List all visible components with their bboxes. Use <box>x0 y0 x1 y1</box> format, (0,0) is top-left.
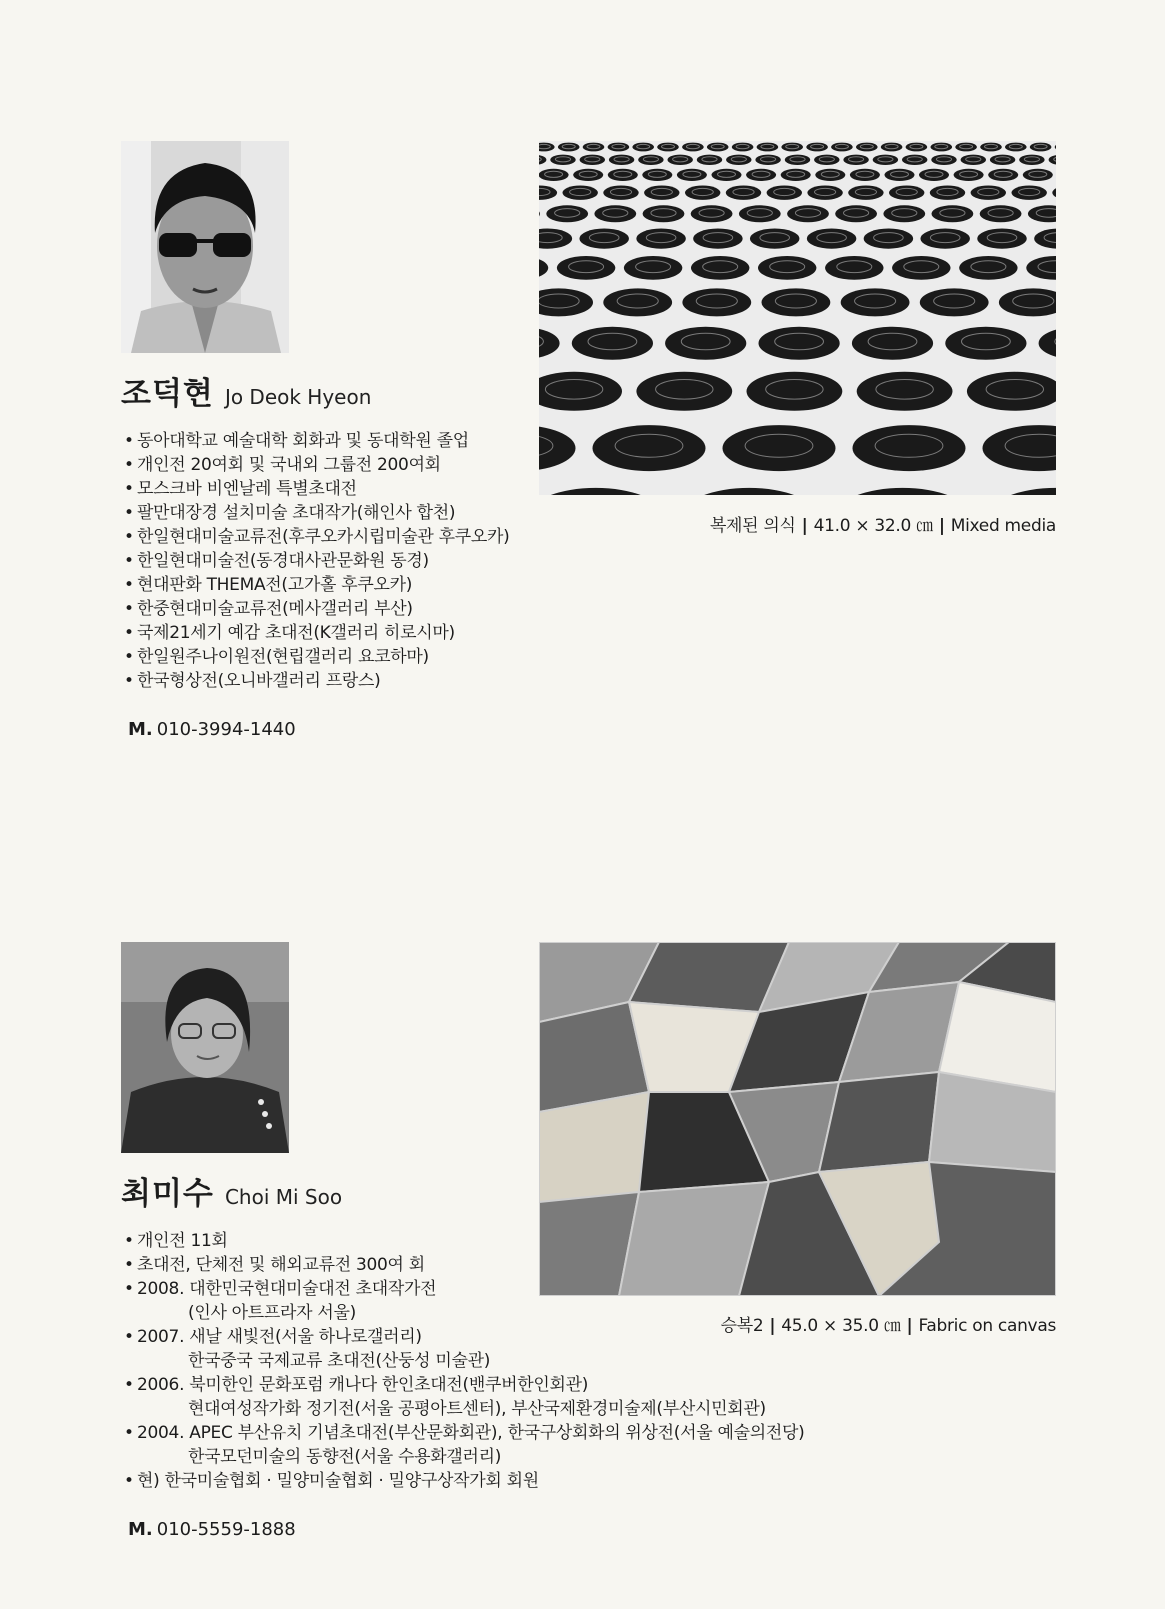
stone-shape <box>726 186 761 200</box>
stone-shape <box>787 205 829 222</box>
artist-name-english: Choi Mi Soo <box>224 1185 343 1209</box>
bullet-icon: • <box>124 599 134 619</box>
bio-item: • 한중현대미술교류전(메사갤러리 부산) <box>124 599 413 619</box>
mobile-number <box>128 719 296 740</box>
bio-item: • 한일원주나이원전(현립갤러리 요코하마) <box>124 647 429 667</box>
stone-shape <box>697 155 722 165</box>
stone-shape <box>931 155 956 165</box>
stone-shape <box>930 186 965 200</box>
stone-shape <box>857 372 953 411</box>
bio-item: • 2004. APEC 부산유치 기념초대전(부산문화회관), 한국구상회화의 위상전(서울 예술의전당) 한국모던미술의 동향전(서울 수용화갤러리) <box>124 1423 805 1467</box>
stone-shape <box>747 372 843 411</box>
stone-shape <box>932 205 974 222</box>
stone-shape <box>781 169 811 181</box>
stone-shape <box>853 425 966 471</box>
stone-shape <box>665 327 746 360</box>
stone-shape <box>815 169 845 181</box>
bio-item: • 2007. 새날 새빛전(서울 하나로갤러리) 한국중국 국제교류 초대전(산둥성 미술관) <box>124 1327 491 1371</box>
artist-section-jo-deok-hyeon <box>0 0 1165 800</box>
bullet-icon: • <box>124 1255 134 1275</box>
bullet-icon: • <box>124 527 134 547</box>
bullet-icon: • <box>124 479 134 499</box>
stone-shape <box>843 155 868 165</box>
artist-portrait-photo <box>121 141 289 353</box>
stone-shape <box>677 169 707 181</box>
bio-item: • 한일현대미술교류전(후쿠오카시립미술관 후쿠오카) <box>124 527 510 547</box>
stone-shape <box>945 327 1026 360</box>
stone-shape <box>885 169 915 181</box>
stone-shape <box>977 229 1026 249</box>
caption-separator: | <box>906 1316 913 1336</box>
stone-shape <box>739 205 781 222</box>
stone-shape <box>609 155 634 165</box>
stone-shape <box>1012 186 1047 200</box>
stone-shape <box>693 229 742 249</box>
bio-item: • 국제21세기 예감 초대전(K갤러리 히로시마) <box>124 623 455 643</box>
bullet-icon: • <box>124 431 134 451</box>
stone-shape <box>841 288 910 316</box>
stone-shape <box>573 169 603 181</box>
stone-shape <box>723 425 836 471</box>
mobile-label: M. <box>128 1519 153 1540</box>
stone-shape <box>691 256 749 280</box>
bullet-icon: • <box>124 1375 134 1395</box>
artwork-medium: Mixed media <box>950 516 1056 536</box>
bio-item: • 한일현대미술전(동경대사관문화원 동경) <box>124 551 429 571</box>
stone-shape <box>603 186 638 200</box>
mobile-value: 010-3994-1440 <box>156 719 296 740</box>
stone-shape <box>971 186 1006 200</box>
artwork-caption <box>721 1311 1056 1336</box>
stone-shape <box>835 205 877 222</box>
stone-shape <box>919 169 949 181</box>
stone-shape <box>954 169 984 181</box>
artist-name-korean: 조덕현 <box>121 376 214 412</box>
stone-shape <box>759 327 840 360</box>
artwork-title: 승복2 <box>720 1316 764 1336</box>
stone-shape <box>873 155 898 165</box>
stone-shape <box>682 288 751 316</box>
stone-shape <box>668 155 693 165</box>
stone-shape <box>848 186 883 200</box>
stone-shape <box>624 256 682 280</box>
stone-shape <box>988 169 1018 181</box>
artwork-image <box>539 942 1056 1296</box>
stone-shape <box>563 186 598 200</box>
stone-shape <box>807 186 842 200</box>
stone-shape <box>685 186 720 200</box>
artwork-image <box>539 141 1056 495</box>
stone-shape <box>608 169 638 181</box>
artist-name-korean: 최미수 <box>121 1176 214 1212</box>
artwork-title: 복제된 의식 <box>709 516 796 536</box>
bullet-icon: • <box>124 1279 134 1299</box>
stone-shape <box>902 155 927 165</box>
stone-shape <box>750 229 799 249</box>
artwork-painting <box>539 141 1056 495</box>
bullet-icon: • <box>124 623 134 643</box>
artist-section-choi-mi-soo <box>0 800 1165 1609</box>
bullet-icon: • <box>124 1327 134 1347</box>
bullet-icon: • <box>124 551 134 571</box>
bio-item: • 한국형상전(오니바갤러리 프랑스) <box>124 671 381 691</box>
bio-item: • 현대판화 THEMA전(고가홀 후쿠오카) <box>124 575 413 595</box>
stone-shape <box>638 155 663 165</box>
mobile-label: M. <box>128 719 153 740</box>
stone-shape <box>921 229 970 249</box>
artist-portrait-photo <box>121 942 289 1153</box>
artist-name-english: Jo Deok Hyeon <box>224 385 372 409</box>
stone-shape <box>889 186 924 200</box>
bullet-icon: • <box>124 455 134 475</box>
stone-shape <box>546 205 588 222</box>
stone-shape <box>785 155 810 165</box>
stone-shape <box>1023 169 1053 181</box>
bullet-icon: • <box>124 1423 134 1443</box>
artwork-size: 45.0 × 35.0 ㎝ <box>781 1316 901 1336</box>
stone-shape <box>1019 155 1044 165</box>
portrait-image <box>121 942 289 1153</box>
artwork-caption <box>710 511 1056 536</box>
stone-shape <box>580 155 605 165</box>
caption-separator: | <box>938 516 945 536</box>
bullet-icon: • <box>124 671 134 691</box>
stone-shape <box>767 186 802 200</box>
stone-shape <box>557 256 615 280</box>
stone-shape <box>758 256 816 280</box>
bio-item: • 개인전 11회 <box>124 1231 228 1251</box>
mobile-value: 010-5559-1888 <box>156 1519 296 1540</box>
artist-bio-list <box>124 429 509 693</box>
stone-shape <box>642 169 672 181</box>
bio-item: • 개인전 20여회 및 국내외 그룹전 200여회 <box>124 455 441 475</box>
artwork-medium: Fabric on canvas <box>918 1316 1056 1336</box>
bio-item: • 팔만대장경 설치미술 초대작가(해인사 합천) <box>124 503 456 523</box>
stone-shape <box>572 327 653 360</box>
stone-shape <box>814 155 839 165</box>
stone-shape <box>762 288 831 316</box>
bullet-icon: • <box>124 1471 134 1491</box>
stone-shape <box>580 229 629 249</box>
bio-item: • 모스크바 비엔날레 특별초대전 <box>124 479 357 499</box>
artist-name <box>121 368 371 413</box>
stone-shape <box>643 205 685 222</box>
stone-shape <box>961 155 986 165</box>
stone-shape <box>746 169 776 181</box>
bio-item: • 2008. 대한민국현대미술대전 초대작가전 (인사 아트프라자 서울) <box>124 1279 437 1323</box>
stone-shape <box>864 229 913 249</box>
mobile-number <box>128 1519 296 1540</box>
bio-item: • 2006. 북미한인 문화포럼 캐나다 한인초대전(밴쿠버한인회관) 현대여성작가화 정기전(서울 공평아트센터), 부산국제환경미술제(부산시민회관) <box>124 1375 766 1419</box>
stone-shape <box>636 229 685 249</box>
stone-shape <box>550 155 575 165</box>
stone-shape <box>712 169 742 181</box>
bio-item: • 초대전, 단체전 및 해외교류전 300여 회 <box>124 1255 425 1275</box>
stone-shape <box>850 169 880 181</box>
stone-shape <box>852 327 933 360</box>
caption-separator: | <box>769 1316 776 1336</box>
stone-shape <box>644 186 679 200</box>
stone-shape <box>825 256 883 280</box>
bullet-icon: • <box>124 647 134 667</box>
stone-shape <box>990 155 1015 165</box>
bio-item: • 현) 한국미술협회 · 밀양미술협회 · 밀양구상작가회 회원 <box>124 1471 539 1491</box>
stone-shape <box>755 155 780 165</box>
stone-shape <box>807 229 856 249</box>
artist-name <box>121 1168 342 1213</box>
portrait-image <box>121 141 289 353</box>
stone-shape <box>726 155 751 165</box>
caption-separator: | <box>801 516 808 536</box>
bio-item: • 동아대학교 예술대학 회화과 및 동대학원 졸업 <box>124 431 469 451</box>
stone-shape <box>883 205 925 222</box>
artwork-painting <box>539 942 1056 1296</box>
stone-shape <box>691 205 733 222</box>
stone-shape <box>594 205 636 222</box>
bullet-icon: • <box>124 503 134 523</box>
bullet-icon: • <box>124 1231 134 1251</box>
stone-shape <box>636 372 732 411</box>
stone-shape <box>892 256 950 280</box>
stone-shape <box>603 288 672 316</box>
stone-shape <box>980 205 1022 222</box>
stone-shape <box>920 288 989 316</box>
bullet-icon: • <box>124 575 134 595</box>
artwork-size: 41.0 × 32.0 ㎝ <box>813 516 933 536</box>
stone-shape <box>959 256 1017 280</box>
stone-shape <box>593 425 706 471</box>
stone-shape <box>539 169 569 181</box>
